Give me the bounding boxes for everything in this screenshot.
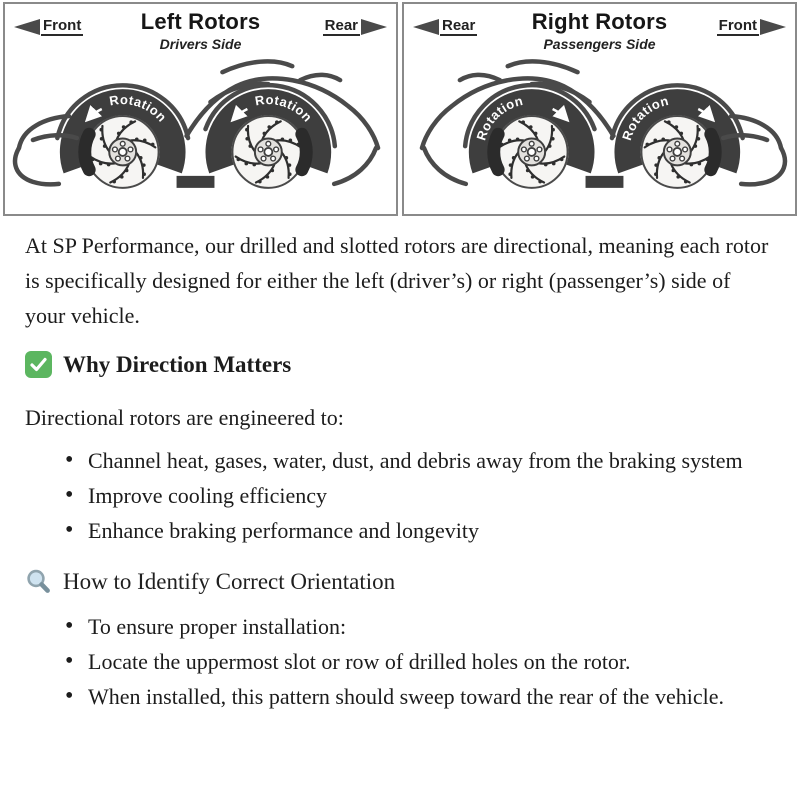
direction-label-text: Front bbox=[43, 17, 82, 34]
front-direction-label bbox=[14, 17, 83, 36]
rear-direction-label bbox=[413, 17, 477, 36]
why-direction-matters-heading bbox=[25, 351, 770, 378]
heading-text: How to Identify Correct Orientation bbox=[63, 568, 396, 594]
arrow-right-icon bbox=[760, 19, 786, 35]
front-direction-label bbox=[717, 17, 786, 36]
magnifying-glass-icon bbox=[25, 568, 52, 595]
left-panel-header bbox=[5, 4, 396, 56]
panel-subtitle: Drivers Side bbox=[159, 36, 242, 52]
list-item: • Channel heat, gases, water, dust, and debris away from the braking system bbox=[88, 443, 770, 478]
heading-text: Why Direction Matters bbox=[63, 351, 292, 377]
arrow-right-icon bbox=[361, 19, 387, 35]
svg-text:Rotation: Rotation bbox=[253, 91, 316, 125]
panel-title: Left Rotors bbox=[140, 9, 261, 34]
svg-text:Rotation: Rotation bbox=[473, 92, 525, 143]
list-item: • When installed, this pattern should sweep toward the rear of the vehicle. bbox=[88, 679, 770, 714]
car-illustration-left bbox=[5, 56, 396, 208]
intro-paragraph: At SP Performance, our drilled and slotted rotors are directional, meaning each rotor is specifically designed for either the left (driver’s) or right (passenger’s) side of your vehicle. bbox=[25, 233, 769, 328]
list-item: • Enhance braking performance and longevity bbox=[88, 513, 770, 548]
svg-text:Rotation: Rotation bbox=[619, 92, 671, 143]
panel-title: Right Rotors bbox=[531, 9, 668, 34]
identify-orientation-heading bbox=[25, 568, 770, 595]
engineered-to-lead: Directional rotors are engineered to: bbox=[25, 405, 344, 430]
right-rotors-panel bbox=[402, 2, 797, 216]
car-illustration-right bbox=[404, 56, 795, 208]
list-item: • To ensure proper installation: bbox=[88, 609, 770, 644]
rear-direction-label bbox=[323, 17, 387, 36]
direction-label-text: Front bbox=[718, 17, 757, 34]
right-panel-header bbox=[404, 4, 795, 56]
direction-label-text: Rear bbox=[324, 17, 358, 34]
rotor-direction-diagram bbox=[0, 0, 800, 218]
panel-subtitle: Passengers Side bbox=[543, 36, 656, 52]
arrow-left-icon bbox=[14, 19, 40, 35]
benefits-list bbox=[25, 443, 770, 548]
article-body bbox=[0, 228, 800, 714]
direction-label-text: Rear bbox=[442, 17, 476, 34]
left-rotors-panel bbox=[3, 2, 398, 216]
list-item: • Locate the uppermost slot or row of drilled holes on the rotor. bbox=[88, 644, 770, 679]
list-item: • Improve cooling efficiency bbox=[88, 478, 770, 513]
arrow-left-icon bbox=[413, 19, 439, 35]
check-mark-icon bbox=[25, 351, 52, 378]
orientation-steps-list bbox=[25, 609, 770, 714]
svg-text:Rotation: Rotation bbox=[108, 91, 170, 125]
